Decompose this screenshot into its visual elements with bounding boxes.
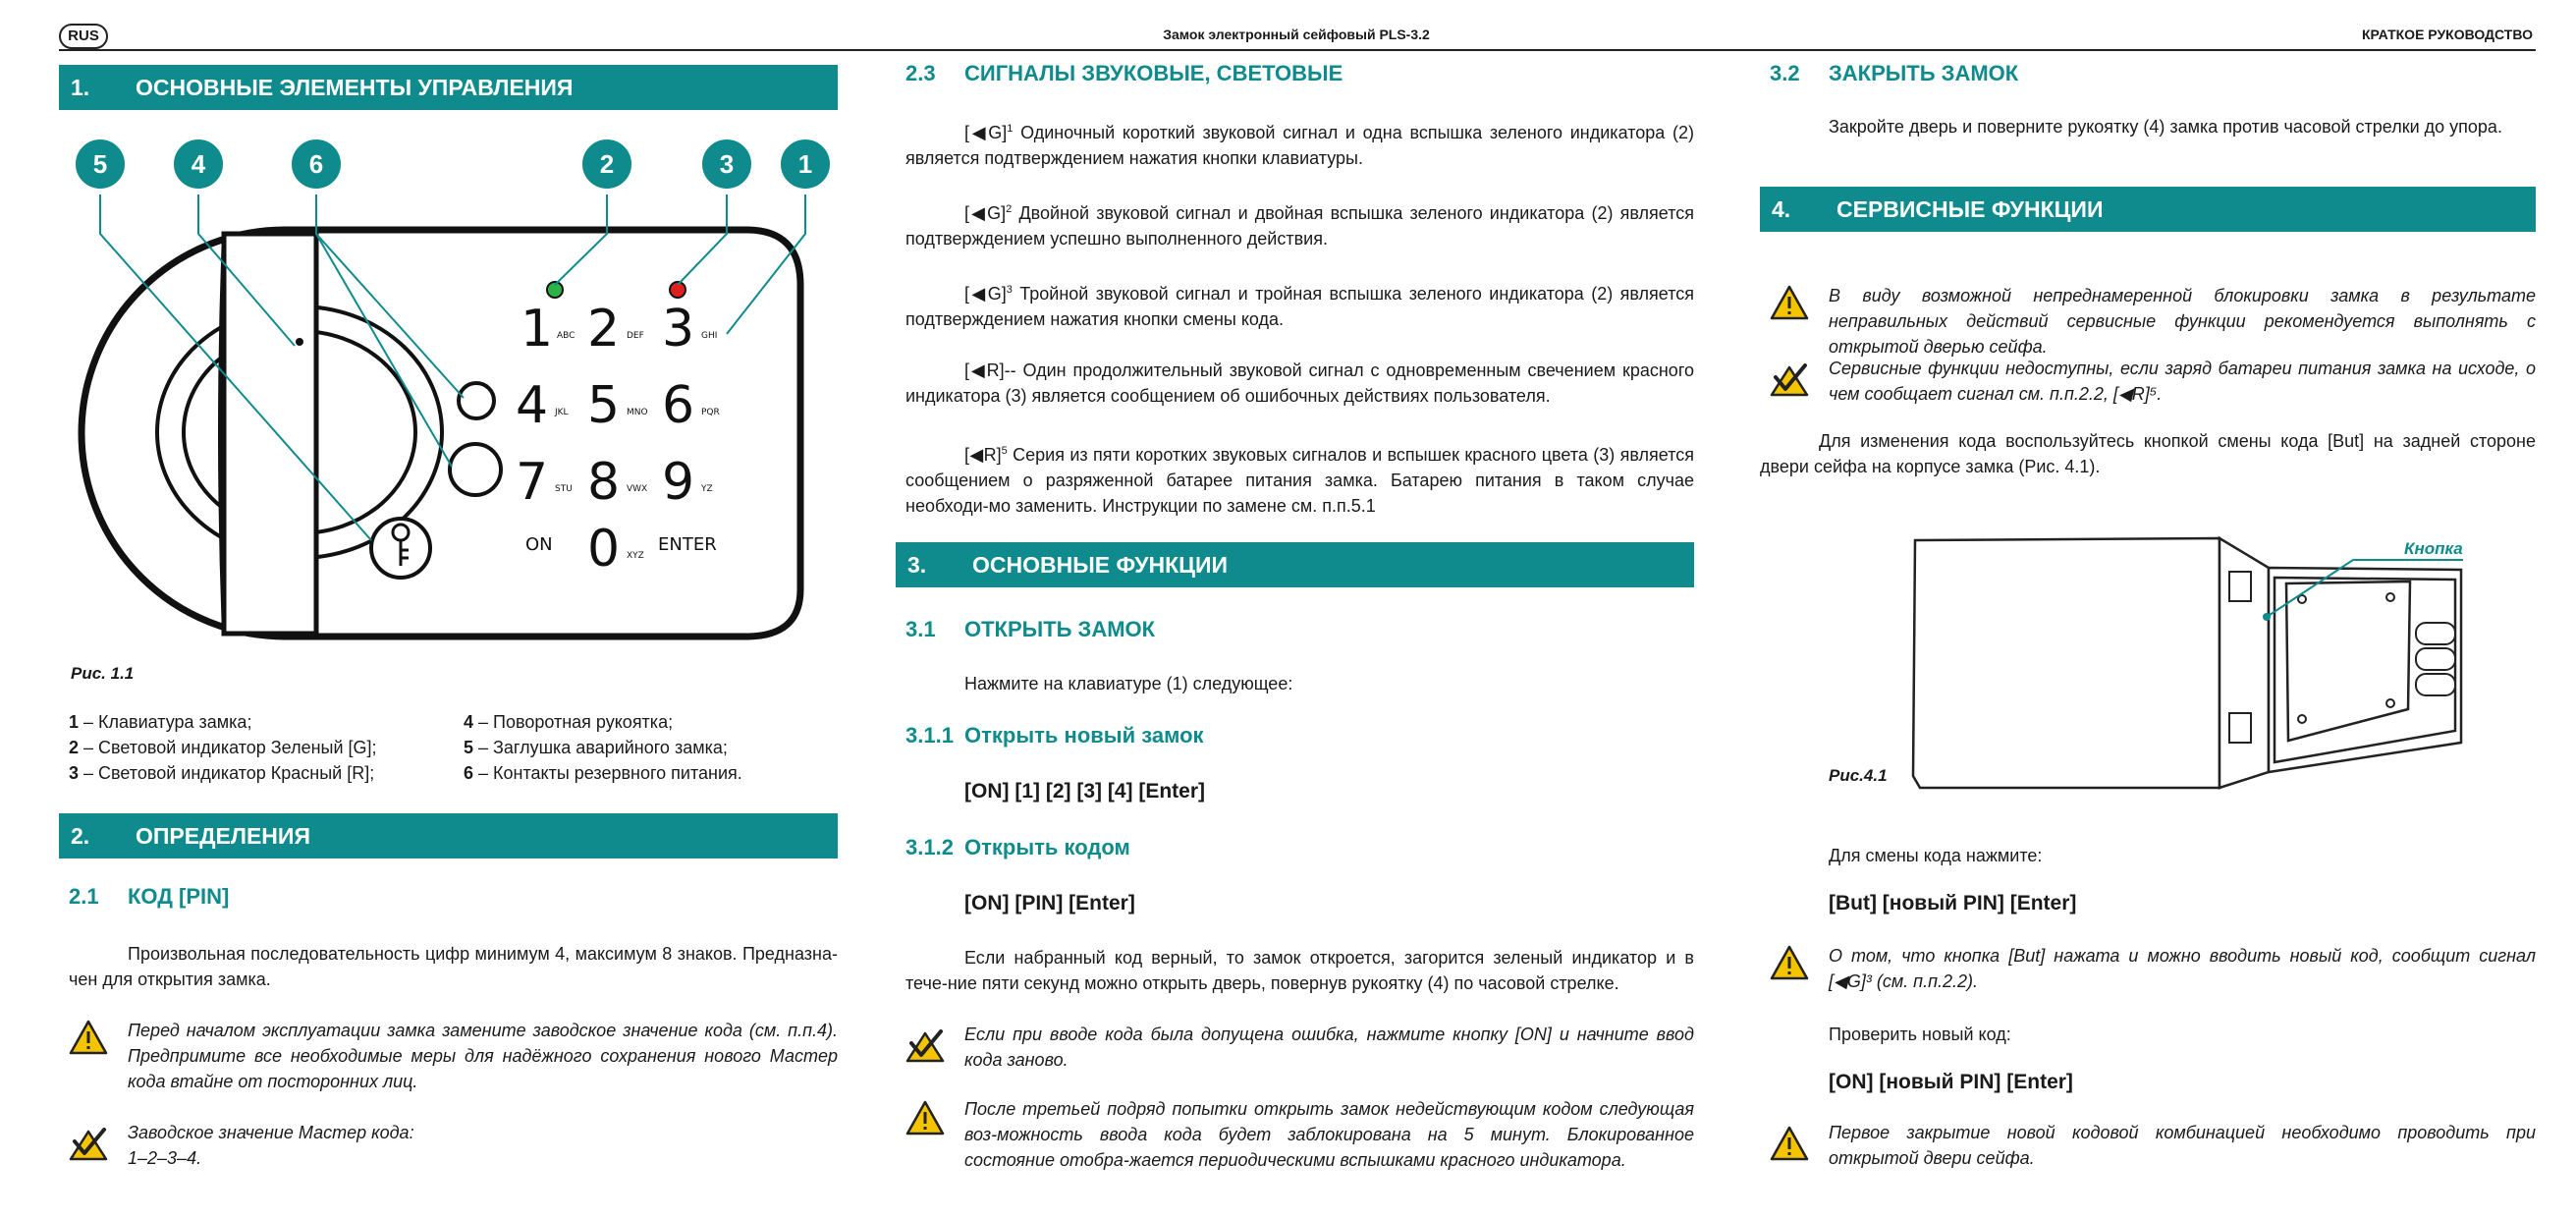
legend-item: 4 – Поворотная рукоятка;: [464, 712, 674, 732]
warning-text: После третьей подряд попытки открыть замок недействующим кодом следующая воз-можность ввода кода будет заблокирована на 5 минут. Блокированное состояние отобра-жается периодическими вспышками красного индикатора.: [964, 1099, 1694, 1170]
bolt-1: [2416, 623, 2455, 644]
section-title: ОСНОВНЫЕ ЭЛЕМЕНТЫ УПРАВЛЕНИЯ: [136, 75, 574, 100]
note-text: Заводское значение Мастер кода: 1–2–3–4.: [128, 1123, 414, 1168]
check-note-icon: [905, 1027, 945, 1063]
hinge-bottom: [2229, 713, 2251, 743]
key-on[interactable]: ON: [525, 534, 553, 555]
key-0[interactable]: 0: [587, 520, 621, 579]
section-2-header: [59, 813, 838, 859]
key-1-letters: ABC: [557, 331, 575, 341]
note-text: Сервисные функции недоступны, если заряд батареи питания замка на исходе, о чем сообщает сигнал см. п.п.2.2, [◀R]⁵.: [1829, 359, 2536, 404]
callout-6: 6: [308, 149, 324, 179]
section-number: 1.: [71, 75, 90, 100]
bolt-3: [2416, 674, 2455, 695]
section-1-header: [59, 65, 838, 110]
warning-triangle-icon: [69, 1020, 108, 1055]
check-note-icon: [1770, 361, 1809, 397]
change-code-text: Для изменения кода воспользуйтесь кнопкой смены кода [But] на задней стороне двери сейфа на корпусе замка (Рис. 4.1).: [1760, 431, 2536, 476]
section-title: СЕРВИСНЫЕ ФУНКЦИИ: [1836, 196, 2104, 222]
key-4[interactable]: 4: [516, 376, 549, 435]
code-sequence-new-lock: [ON] [1] [2] [3] [4] [Enter]: [964, 780, 1205, 803]
key-enter[interactable]: ENTER: [658, 534, 717, 555]
backup-contact-large: [450, 444, 501, 495]
section-title: ОПРЕДЕЛЕНИЯ: [136, 823, 310, 849]
key-4-letters: JKL: [555, 408, 569, 417]
legend-item: 3 – Световой индикатор Красный [R];: [69, 763, 375, 783]
legend-item: 6 – Контакты резервного питания.: [464, 763, 742, 783]
key-8[interactable]: 8: [587, 453, 621, 512]
signal-item-5: [◀R]$^5$ Серия из пяти коротких звуковых сигналов и вспышек красного цвета (3) является сообщением о разряженной батарее питания замка. Батарею питания в таком случае необходи-мо заменить. Инструкции по замене см. п.п.5.1: [905, 445, 1695, 516]
key-7-letters: STU: [555, 484, 573, 494]
subsection-3-1-1-title: 3.1.1 Открыть новый замок: [905, 723, 1204, 748]
key-2-letters: DEF: [627, 331, 644, 341]
key-6-letters: PQR: [701, 408, 720, 417]
code-sequence-pin: [ON] [PIN] [Enter]: [964, 892, 1135, 914]
subsection-2-3-title: 2.3 СИГНАЛЫ ЗВУКОВЫЕ, СВЕТОВЫЕ: [905, 61, 1343, 85]
pin-definition-text: Произвольная последовательность цифр минимум 4, максимум 8 знаков. Предназна-чен для открытия замка.: [69, 944, 838, 989]
legend-right: [464, 709, 837, 786]
signal-item-4: [◀R]-- Один продолжительный звуковой сигнал с одновременным свечением красного индикатора (3) является сообщением об ошибочных действиях пользователя.: [905, 360, 1694, 406]
callout-2: 2: [599, 149, 615, 179]
safe-body-side: [1913, 538, 2220, 788]
document-type: КРАТКОЕ РУКОВОДСТВО: [2362, 27, 2533, 42]
section-number: 3.: [907, 552, 927, 578]
section-number: 4.: [1772, 196, 1791, 222]
note-text: Если при вводе кода была допущена ошибка, нажмите кнопку [ON] и начните ввод кода заново.: [964, 1025, 1694, 1070]
key-3-letters: GHI: [701, 331, 718, 341]
legend-item: 2 – Световой индикатор Зеленый [G];: [69, 738, 377, 757]
bolt-2: [2416, 648, 2455, 670]
section-number: 2.: [71, 823, 90, 849]
section-title: ОСНОВНЫЕ ФУНКЦИИ: [972, 552, 1229, 578]
key-1[interactable]: 1: [521, 300, 554, 359]
change-code-prompt: Для смены кода нажмите:: [1829, 846, 2043, 865]
button-label: Кнопка: [2404, 539, 2463, 558]
signal-item-3: [◀G]$^3$ Тройной звуковой сигнал и тройная вспышка зеленого индикатора (2) является подтверждением нажатия кнопки смены кода.: [905, 284, 1694, 329]
code-sequence-verify: [ON] [новый PIN] [Enter]: [1829, 1071, 2073, 1093]
key-9-letters: YZ: [701, 484, 713, 494]
open-lock-instruction: Нажмите на клавиатуре (1) следующее:: [964, 674, 1293, 693]
legend-left: [69, 709, 462, 786]
figure-1-1-caption: Рис. 1.1: [71, 664, 135, 683]
warning-text: Перед началом эксплуатации замка замените заводское значение кода (см. п.п.4). Предпримите все необходимые меры для надёжного сохранения нового Мастер кода втайне от посторонних лиц.: [128, 1021, 838, 1091]
lock-diagram: [59, 128, 845, 648]
check-note-icon: [69, 1126, 108, 1161]
close-lock-text: Закройте дверь и поверните рукоятку (4) замка против часовой стрелки до упора.: [1829, 117, 2502, 137]
key-6[interactable]: 6: [662, 376, 695, 435]
signal-item-1: [◀G]$^1$ Одиночный короткий звуковой сигнал и одна вспышка зеленого индикатора (2) является подтверждением нажатия кнопки клавиатуры.: [905, 123, 1694, 168]
legend-item: 1 – Клавиатура замка;: [69, 712, 252, 732]
section-4-header: [1760, 187, 2536, 232]
verify-code-prompt: Проверить новый код:: [1829, 1025, 2011, 1044]
key-0-letters: XYZ: [627, 551, 644, 561]
backup-contact-small: [459, 383, 494, 418]
callout-3: 3: [719, 149, 735, 179]
rotary-handle: [224, 234, 316, 634]
warning-triangle-icon: [1770, 1126, 1809, 1161]
callout-4: 4: [191, 149, 206, 179]
warning-text: Первое закрытие новой кодовой комбинацией необходимо проводить при открытой двери сейфа.: [1829, 1123, 2536, 1168]
warning-text: В виду возможной непреднамеренной блокировки замка в результате неправильных действий сервисные функции рекомендуется выполнять с открытой дверью сейфа.: [1829, 286, 2536, 357]
subsection-3-2-title: 3.2 ЗАКРЫТЬ ЗАМОК: [1770, 61, 2019, 85]
subsection-3-1-2-title: 3.1.2 Открыть кодом: [905, 835, 1130, 859]
callouts: [75, 139, 831, 190]
key-5-letters: MNO: [627, 408, 648, 417]
warning-triangle-icon: [1770, 945, 1809, 980]
document-title: Замок электронный сейфовый PLS-3.2: [1163, 27, 1430, 42]
key-2[interactable]: 2: [587, 300, 621, 359]
warning-triangle-icon: [1770, 285, 1809, 320]
section-3-header: [896, 542, 1694, 587]
figure-4-1-caption: Рис.4.1: [1829, 766, 1888, 785]
legend-item: 5 – Заглушка аварийного замка;: [464, 738, 728, 757]
hinge-top: [2229, 572, 2251, 601]
key-8-letters: VWX: [627, 484, 648, 494]
callout-5: 5: [92, 149, 108, 179]
code-sequence-change: [But] [новый PIN] [Enter]: [1829, 892, 2077, 914]
safe-diagram: [1905, 521, 2494, 796]
key-5[interactable]: 5: [587, 376, 621, 435]
warning-text: О том, что кнопка [But] нажата и можно вводить новый код, сообщит сигнал [◀G]³ (см. п.п.2.2).: [1829, 946, 2536, 991]
language-badge: RUS: [59, 24, 108, 49]
warning-triangle-icon: [905, 1100, 945, 1136]
key-3[interactable]: 3: [662, 300, 695, 359]
key-7[interactable]: 7: [516, 453, 549, 512]
signal-item-2: [◀G]$^2$ Двойной звуковой сигнал и двойная вспышка зеленого индикатора (2) является подтверждением успешно выполненного действия.: [905, 203, 1694, 249]
subsection-3-1-title: 3.1 ОТКРЫТЬ ЗАМОК: [905, 617, 1156, 641]
subsection-2-1-title: 2.1 КОД [PIN]: [69, 884, 230, 909]
callout-1: 1: [797, 149, 813, 179]
open-code-text: Если набранный код верный, то замок откроется, загорится зеленый индикатор и в тече-ние пяти секунд можно открыть дверь, повернув рукоятку (4) по часовой стрелке.: [905, 948, 1694, 993]
key-9[interactable]: 9: [662, 453, 695, 512]
header-divider: [59, 49, 2536, 51]
